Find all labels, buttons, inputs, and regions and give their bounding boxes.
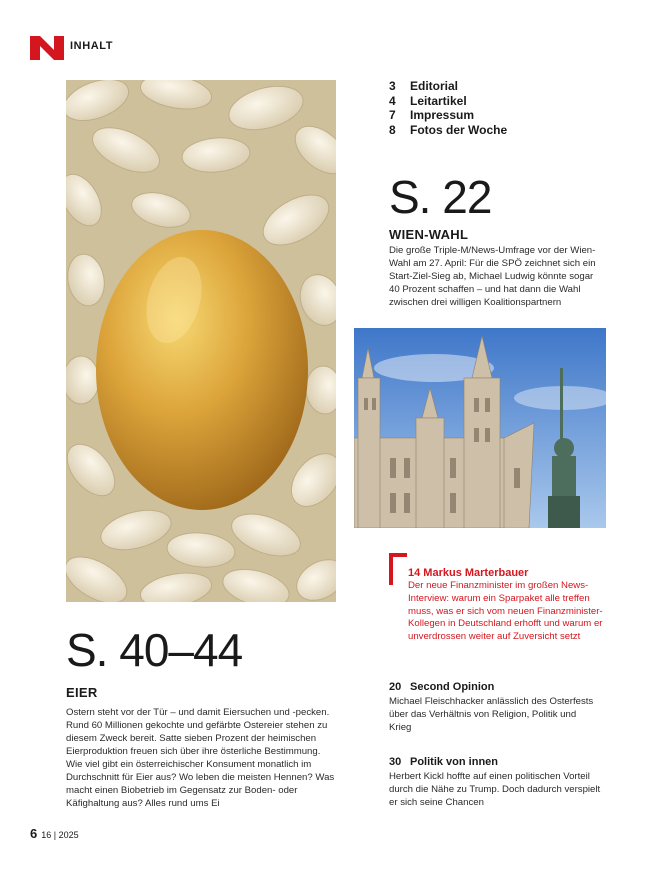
feature-title[interactable]: 14 Markus Marterbauer — [408, 567, 529, 579]
feature-bracket — [389, 553, 393, 585]
politik-teaser: Herbert Kickl hoffte auf einen politischen Vorteil durch die Nähe zu Trump. Doch dadurch verspielt er sich seine Chancen — [389, 771, 601, 808]
toc-item[interactable]: 4 Leitartikel — [389, 93, 467, 108]
wien-teaser: Die große Triple-M/News-Umfrage vor der Wien-Wahl am 27. April: Für die SPÖ zeichnet sich ein Start-Ziel-Sieg ab, Michael Ludwig könnte sogar 40 Prozent schaffen – und hat dann die Wahl zwischen drei willigen Koalitionspartnern — [389, 245, 596, 308]
eier-teaser: Ostern steht vor der Tür – und damit Eiersuchen und -pecken. Rund 60 Millionen gekochte und gefärbte Ostereier stehen zu diesem Zweck bereit. Satte sieben Prozent der heimischen Eierproduktion freuen sich über ihre österliche Bestimmung. Wie viel gibt ein österreichischer Konsument monatlich im Durchschnitt für Eier aus? Wo leben die meisten Hennen? Was macht einen Biobetrieb im Gegensatz zur Boden- oder Käfighaltung aus? Alles rund ums Ei — [66, 707, 335, 809]
wien-heading[interactable]: WIEN-WAHL — [389, 227, 469, 242]
second-opinion-title[interactable]: 20 Second Opinion — [389, 681, 495, 693]
section-label: INHALT — [70, 40, 114, 52]
toc-item[interactable]: 3 Editorial — [389, 79, 459, 93]
feature-bracket — [389, 553, 407, 557]
toc-list — [389, 79, 507, 137]
feature-teaser: Der neue Finanzminister im großen News-Interview: warum ein Sparpaket alle treffen muss, was er sich vom neuen Finanzminister-Kollegen in Deutschland erhofft und warum er unverdrossen weiter auf Zuversicht setzt — [408, 580, 603, 643]
vienna-city-hall-photo — [354, 328, 606, 528]
n-logo-icon — [30, 36, 64, 60]
toc-item[interactable]: 7 Impressum — [389, 108, 475, 123]
eier-page-number: S. 40–44 — [66, 624, 243, 676]
page-number: 6 — [30, 826, 38, 841]
wien-page-number: S. 22 — [389, 171, 492, 223]
politik-title[interactable]: 30 Politik von innen — [389, 756, 499, 768]
page-footer — [30, 826, 79, 841]
second-opinion-teaser: Michael Fleischhacker anlässlich des Osterfests über das Verhältnis von Religion, Politik und Krieg — [389, 696, 594, 733]
eier-heading[interactable]: EIER — [66, 685, 98, 700]
golden-egg-photo — [66, 80, 336, 602]
toc-item[interactable]: 8 Fotos der Woche — [389, 122, 508, 137]
issue-label: 16 | 2025 — [41, 830, 79, 840]
